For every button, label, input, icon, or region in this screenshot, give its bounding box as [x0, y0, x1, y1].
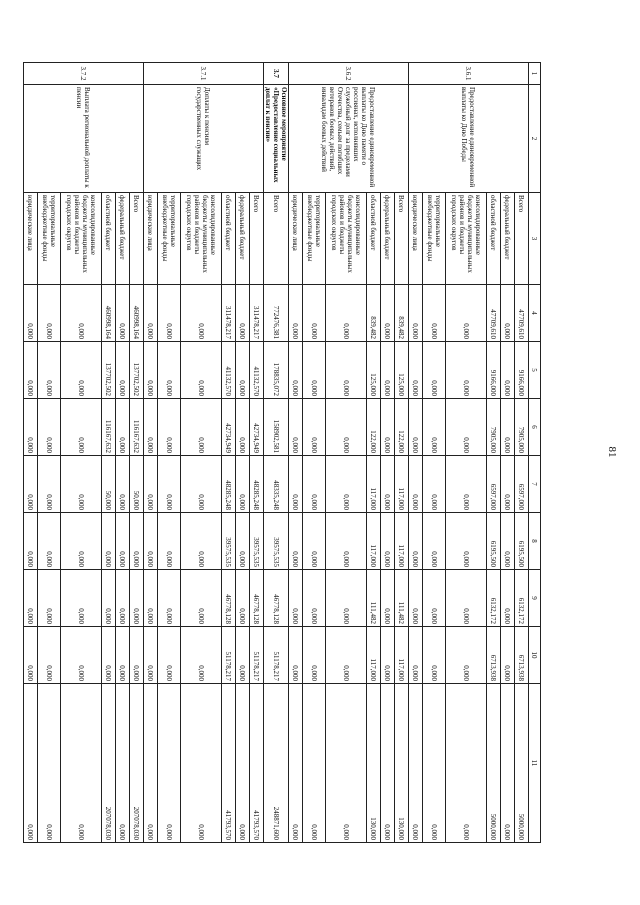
amount-cell: 117,000 [367, 513, 381, 570]
amount-cell: 207078,030 [102, 684, 116, 843]
amount-cell: 0,000 [144, 570, 158, 627]
amount-cell: 0,000 [158, 342, 181, 399]
section-title: Основное мероприятие «Предоставление социальных доплат к пенсии» [264, 85, 289, 193]
amount-cell: 51178,217 [250, 627, 264, 684]
funding-source-label: юридические лица [144, 193, 158, 285]
table-row [395, 63, 409, 843]
amount-cell: 6597,000 [515, 456, 529, 513]
section-code: 3.6.1 [409, 63, 529, 85]
funding-source-label: областной бюджет [222, 193, 236, 285]
amount-cell: 0,000 [303, 399, 326, 456]
amount-cell: 6597,000 [487, 456, 501, 513]
funding-source-label: Всего [264, 193, 289, 285]
funding-source-label: федеральный бюджет [381, 193, 395, 285]
amount-cell: 0,000 [423, 684, 446, 843]
amount-cell: 0,000 [158, 456, 181, 513]
table-container [26, 62, 541, 842]
amount-cell: 0,000 [381, 684, 395, 843]
amount-cell: 137702,502 [130, 342, 144, 399]
amount-cell: 6132,172 [487, 570, 501, 627]
funding-source-label: консолидированные бюджеты муниципальных районов и бюджеты городских округов [446, 193, 487, 285]
amount-cell: 0,000 [303, 570, 326, 627]
amount-cell: 0,000 [181, 570, 222, 627]
amount-cell: 122,000 [367, 399, 381, 456]
amount-cell: 50,000 [130, 456, 144, 513]
amount-cell: 7905,000 [515, 399, 529, 456]
amount-cell: 0,000 [158, 285, 181, 342]
amount-cell: 0,000 [289, 570, 303, 627]
column-header: 5 [529, 342, 541, 399]
table-body [24, 63, 529, 843]
amount-cell: 0,000 [116, 456, 130, 513]
amount-cell: 0,000 [236, 342, 250, 399]
amount-cell: 39575,535 [222, 513, 236, 570]
funding-source-label: федеральный бюджет [236, 193, 250, 285]
amount-cell: 0,000 [116, 627, 130, 684]
amount-cell: 0,000 [501, 684, 515, 843]
amount-cell: 0,000 [61, 285, 102, 342]
amount-cell: 0,000 [24, 342, 38, 399]
amount-cell: 47709,610 [515, 285, 529, 342]
amount-cell: 0,000 [289, 399, 303, 456]
amount-cell: 0,000 [236, 684, 250, 843]
amount-cell: 0,000 [381, 627, 395, 684]
amount-cell: 0,000 [116, 684, 130, 843]
amount-cell: 0,000 [446, 399, 487, 456]
amount-cell: 0,000 [381, 285, 395, 342]
amount-cell: 0,000 [446, 342, 487, 399]
amount-cell: 46778,128 [264, 570, 289, 627]
amount-cell: 51178,217 [264, 627, 289, 684]
amount-cell: 0,000 [144, 627, 158, 684]
amount-cell: 0,000 [24, 684, 38, 843]
amount-cell: 51178,217 [222, 627, 236, 684]
amount-cell: 0,000 [381, 570, 395, 627]
amount-cell: 0,000 [130, 627, 144, 684]
column-header: 11 [529, 684, 541, 843]
amount-cell: 6195,500 [515, 513, 529, 570]
amount-cell: 0,000 [501, 627, 515, 684]
amount-cell: 116167,632 [130, 399, 144, 456]
amount-cell: 0,000 [423, 570, 446, 627]
amount-cell: 9166,000 [487, 342, 501, 399]
table-row [264, 63, 289, 843]
amount-cell: 117,000 [395, 627, 409, 684]
amount-cell: 311478,217 [250, 285, 264, 342]
amount-cell: 0,000 [116, 513, 130, 570]
funding-source-label: юридические лица [24, 193, 38, 285]
amount-cell: 117,000 [395, 456, 409, 513]
amount-cell: 0,000 [501, 399, 515, 456]
column-header: 8 [529, 513, 541, 570]
table-row [130, 63, 144, 843]
column-header: 7 [529, 456, 541, 513]
amount-cell: 130,000 [367, 684, 381, 843]
amount-cell: 0,000 [289, 285, 303, 342]
funding-source-label: областной бюджет [487, 193, 501, 285]
amount-cell: 248871,600 [264, 684, 289, 843]
amount-cell: 0,000 [289, 627, 303, 684]
amount-cell: 0,000 [38, 285, 61, 342]
amount-cell: 0,000 [501, 456, 515, 513]
amount-cell: 0,000 [116, 285, 130, 342]
funding-source-label: Всего [515, 193, 529, 285]
amount-cell: 0,000 [326, 399, 367, 456]
amount-cell: 0,000 [381, 342, 395, 399]
amount-cell: 0,000 [24, 570, 38, 627]
amount-cell: 839,482 [395, 285, 409, 342]
section-title: Выплата региональной доплаты к пенсии [24, 85, 144, 193]
amount-cell: 0,000 [144, 342, 158, 399]
amount-cell: 0,000 [61, 342, 102, 399]
section-code: 3.7 [264, 63, 289, 85]
amount-cell: 460998,164 [130, 285, 144, 342]
amount-cell: 48335,248 [264, 456, 289, 513]
section-title: Предоставление единовременной выплаты ко Дню памяти о россиянах, исполнявших служебный долг за пределами Отечества, семьям погибших ветеранов боевых действий, инвалидам боевых действий [289, 85, 409, 193]
amount-cell: 839,482 [367, 285, 381, 342]
amount-cell: 0,000 [181, 627, 222, 684]
funding-source-label: юридические лица [409, 193, 423, 285]
amount-cell: 0,000 [423, 456, 446, 513]
amount-cell: 42734,949 [222, 399, 236, 456]
amount-cell: 0,000 [236, 285, 250, 342]
funding-source-label: территориальные внебюджетные фонды [423, 193, 446, 285]
amount-cell: 0,000 [446, 570, 487, 627]
amount-cell: 0,000 [158, 513, 181, 570]
amount-cell: 46778,128 [250, 570, 264, 627]
section-code: 3.6.2 [289, 63, 409, 85]
funding-source-label: областной бюджет [102, 193, 116, 285]
section-title: Предоставление единовременной выплаты ко Дню Победы [409, 85, 529, 193]
amount-cell: 111,482 [367, 570, 381, 627]
amount-cell: 0,000 [102, 627, 116, 684]
amount-cell: 48285,248 [250, 456, 264, 513]
amount-cell: 0,000 [409, 627, 423, 684]
amount-cell: 0,000 [181, 513, 222, 570]
amount-cell: 0,000 [38, 399, 61, 456]
amount-cell: 137702,502 [102, 342, 116, 399]
amount-cell: 41132,570 [222, 342, 236, 399]
amount-cell: 0,000 [38, 342, 61, 399]
amount-cell: 6195,500 [487, 513, 501, 570]
funding-source-label: Всего [395, 193, 409, 285]
amount-cell: 0,000 [326, 285, 367, 342]
amount-cell: 0,000 [24, 399, 38, 456]
funding-source-label: территориальные внебюджетные фонды [158, 193, 181, 285]
amount-cell: 0,000 [102, 570, 116, 627]
amount-cell: 41132,570 [250, 342, 264, 399]
funding-source-label: Всего [250, 193, 264, 285]
funding-source-label: юридические лица [289, 193, 303, 285]
funding-source-label: областной бюджет [367, 193, 381, 285]
amount-cell: 0,000 [409, 285, 423, 342]
amount-cell: 158902,581 [264, 399, 289, 456]
amount-cell: 0,000 [409, 513, 423, 570]
amount-cell: 0,000 [501, 342, 515, 399]
amount-cell: 0,000 [423, 399, 446, 456]
amount-cell: 0,000 [61, 570, 102, 627]
amount-cell: 0,000 [144, 399, 158, 456]
amount-cell: 0,000 [38, 513, 61, 570]
amount-cell: 0,000 [130, 513, 144, 570]
amount-cell: 125,000 [395, 342, 409, 399]
amount-cell: 0,000 [38, 627, 61, 684]
amount-cell: 0,000 [144, 456, 158, 513]
amount-cell: 0,000 [24, 627, 38, 684]
amount-cell: 111,482 [395, 570, 409, 627]
column-header: 9 [529, 570, 541, 627]
amount-cell: 0,000 [326, 684, 367, 843]
amount-cell: 772476,381 [264, 285, 289, 342]
amount-cell: 0,000 [409, 342, 423, 399]
amount-cell: 0,000 [381, 513, 395, 570]
amount-cell: 46778,128 [222, 570, 236, 627]
amount-cell: 0,000 [303, 513, 326, 570]
amount-cell: 41793,570 [222, 684, 236, 843]
amount-cell: 311478,217 [222, 285, 236, 342]
amount-cell: 0,000 [116, 399, 130, 456]
amount-cell: 0,000 [289, 456, 303, 513]
amount-cell: 0,000 [24, 456, 38, 513]
column-header: 2 [529, 85, 541, 193]
table-row [515, 63, 529, 843]
section-code: 3.7.2 [24, 63, 144, 85]
amount-cell: 0,000 [409, 684, 423, 843]
amount-cell: 0,000 [501, 285, 515, 342]
amount-cell: 0,000 [181, 285, 222, 342]
amount-cell: 122,000 [395, 399, 409, 456]
amount-cell: 0,000 [102, 513, 116, 570]
amount-cell: 0,000 [446, 456, 487, 513]
amount-cell: 5000,000 [487, 684, 501, 843]
column-header: 3 [529, 193, 541, 285]
amount-cell: 41793,570 [250, 684, 264, 843]
budget-table [23, 62, 541, 843]
amount-cell: 207078,030 [130, 684, 144, 843]
amount-cell: 0,000 [236, 399, 250, 456]
amount-cell: 0,000 [501, 570, 515, 627]
section-code: 3.7.1 [144, 63, 264, 85]
amount-cell: 0,000 [144, 684, 158, 843]
table-header [529, 63, 541, 843]
amount-cell: 7905,000 [487, 399, 501, 456]
amount-cell: 0,000 [181, 684, 222, 843]
amount-cell: 5000,000 [515, 684, 529, 843]
amount-cell: 39575,535 [250, 513, 264, 570]
amount-cell: 0,000 [158, 570, 181, 627]
amount-cell: 0,000 [38, 456, 61, 513]
amount-cell: 48285,248 [222, 456, 236, 513]
amount-cell: 0,000 [289, 342, 303, 399]
column-header: 10 [529, 627, 541, 684]
amount-cell: 0,000 [61, 684, 102, 843]
amount-cell: 0,000 [409, 570, 423, 627]
amount-cell: 0,000 [423, 627, 446, 684]
amount-cell: 0,000 [38, 684, 61, 843]
amount-cell: 0,000 [303, 456, 326, 513]
amount-cell: 0,000 [423, 342, 446, 399]
table-row [250, 63, 264, 843]
amount-cell: 39575,535 [264, 513, 289, 570]
amount-cell: 125,000 [367, 342, 381, 399]
amount-cell: 0,000 [446, 513, 487, 570]
amount-cell: 42734,949 [250, 399, 264, 456]
column-header: 6 [529, 399, 541, 456]
amount-cell: 0,000 [381, 456, 395, 513]
amount-cell: 0,000 [38, 570, 61, 627]
amount-cell: 130,000 [395, 684, 409, 843]
amount-cell: 47709,610 [487, 285, 501, 342]
amount-cell: 0,000 [326, 627, 367, 684]
amount-cell: 0,000 [501, 513, 515, 570]
amount-cell: 0,000 [181, 342, 222, 399]
funding-source-label: федеральный бюджет [501, 193, 515, 285]
column-header: 4 [529, 285, 541, 342]
amount-cell: 0,000 [409, 456, 423, 513]
amount-cell: 0,000 [158, 684, 181, 843]
amount-cell: 0,000 [116, 570, 130, 627]
amount-cell: 117,000 [367, 627, 381, 684]
funding-source-label: консолидированные бюджеты муниципальных районов и бюджеты городских округов [326, 193, 367, 285]
amount-cell: 0,000 [61, 399, 102, 456]
column-header: 1 [529, 63, 541, 85]
amount-cell: 0,000 [381, 399, 395, 456]
amount-cell: 6132,172 [515, 570, 529, 627]
amount-cell: 0,000 [24, 513, 38, 570]
amount-cell: 0,000 [130, 570, 144, 627]
amount-cell: 116167,632 [102, 399, 116, 456]
funding-source-label: консолидированные бюджеты муниципальных районов и бюджеты городских округов [181, 193, 222, 285]
amount-cell: 6713,938 [515, 627, 529, 684]
amount-cell: 9166,000 [515, 342, 529, 399]
amount-cell: 0,000 [61, 513, 102, 570]
amount-cell: 0,000 [326, 570, 367, 627]
amount-cell: 0,000 [181, 456, 222, 513]
amount-cell: 0,000 [303, 627, 326, 684]
amount-cell: 0,000 [24, 285, 38, 342]
amount-cell: 0,000 [423, 285, 446, 342]
amount-cell: 0,000 [236, 456, 250, 513]
amount-cell: 0,000 [303, 684, 326, 843]
amount-cell: 117,000 [367, 456, 381, 513]
funding-source-label: консолидированные бюджеты муниципальных районов и бюджеты городских округов [61, 193, 102, 285]
funding-source-label: федеральный бюджет [116, 193, 130, 285]
column-number-row [529, 63, 541, 843]
funding-source-label: Всего [130, 193, 144, 285]
amount-cell: 0,000 [446, 285, 487, 342]
amount-cell: 0,000 [303, 285, 326, 342]
amount-cell: 6713,938 [487, 627, 501, 684]
amount-cell: 0,000 [236, 627, 250, 684]
amount-cell: 0,000 [144, 513, 158, 570]
amount-cell: 0,000 [423, 513, 446, 570]
funding-source-label: территориальные внебюджетные фонды [303, 193, 326, 285]
amount-cell: 0,000 [61, 456, 102, 513]
amount-cell: 0,000 [236, 570, 250, 627]
funding-source-label: территориальные внебюджетные фонды [38, 193, 61, 285]
amount-cell: 0,000 [409, 399, 423, 456]
amount-cell: 0,000 [326, 342, 367, 399]
section-title: Доплаты к пенсиям государственных служащих [144, 85, 264, 193]
amount-cell: 0,000 [236, 513, 250, 570]
amount-cell: 0,000 [289, 513, 303, 570]
amount-cell: 0,000 [158, 627, 181, 684]
amount-cell: 0,000 [303, 342, 326, 399]
page-number: 81 [606, 446, 618, 458]
amount-cell: 117,000 [395, 513, 409, 570]
amount-cell: 178835,072 [264, 342, 289, 399]
amount-cell: 50,000 [102, 456, 116, 513]
amount-cell: 0,000 [158, 399, 181, 456]
amount-cell: 0,000 [326, 456, 367, 513]
amount-cell: 0,000 [326, 513, 367, 570]
amount-cell: 0,000 [289, 684, 303, 843]
amount-cell: 0,000 [181, 399, 222, 456]
amount-cell: 0,000 [61, 627, 102, 684]
amount-cell: 0,000 [446, 684, 487, 843]
amount-cell: 0,000 [144, 285, 158, 342]
amount-cell: 0,000 [446, 627, 487, 684]
amount-cell: 0,000 [116, 342, 130, 399]
amount-cell: 460998,164 [102, 285, 116, 342]
